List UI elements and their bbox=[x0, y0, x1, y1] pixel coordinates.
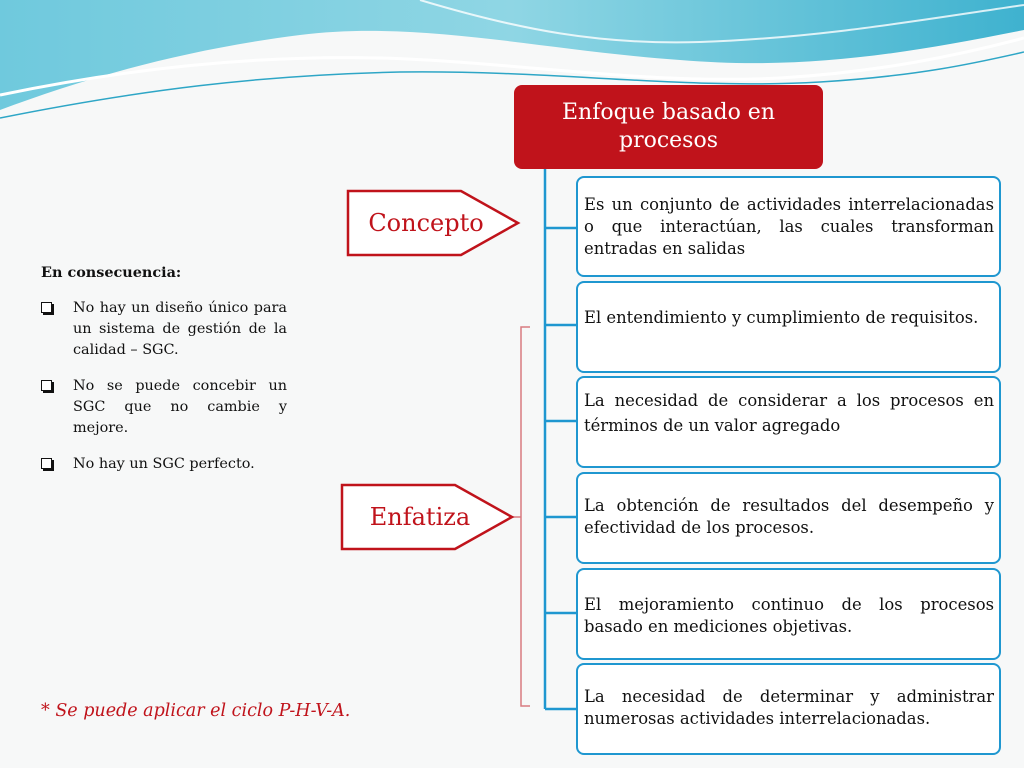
enfatiza-label bbox=[341, 484, 513, 550]
item-box-text: El mejoramiento continuo de los procesos basado en mediciones objetivas. bbox=[584, 595, 994, 636]
list-item-text: No hay un SGC perfecto. bbox=[73, 456, 255, 472]
enfatiza-label-text: Enfatiza bbox=[369, 503, 471, 531]
list-item-text: No se puede concebir un SGC que no cambie y mejore. bbox=[73, 378, 287, 436]
list-item bbox=[41, 298, 287, 361]
footnote: * Se puede aplicar el ciclo P-H-V-A. bbox=[41, 701, 351, 721]
root-node bbox=[514, 85, 823, 169]
item-box-text: El entendimiento y cumplimiento de requisitos. bbox=[584, 308, 979, 327]
item-box-actividades bbox=[576, 663, 1001, 755]
list-item-text: No hay un diseño único para un sistema de gestión de la calidad – SGC. bbox=[73, 300, 287, 358]
item-box-valor-agregado bbox=[576, 376, 1001, 468]
list-item bbox=[41, 376, 287, 439]
checkbox-bullet-icon bbox=[41, 458, 52, 469]
checkbox-bullet-icon bbox=[41, 302, 52, 313]
concepto-label-text: Concepto bbox=[368, 209, 484, 237]
item-box-text: La necesidad de determinar y administrar numerosas actividades interrelacionadas. bbox=[584, 687, 994, 728]
left-panel bbox=[41, 262, 287, 490]
item-box-text: La obtención de resultados del desempeño y efectividad de los procesos. bbox=[584, 496, 994, 537]
item-box-text: Es un conjunto de actividades interrelacionadas o que interactúan, las cuales transforman entradas en salidas bbox=[584, 194, 994, 258]
item-box-requisitos bbox=[576, 281, 1001, 373]
item-box-mejoramiento bbox=[576, 568, 1001, 660]
root-node-label: Enfoque basado en procesos bbox=[562, 100, 775, 153]
item-box-text: La necesidad de considerar a los procesos en términos de un valor agregado bbox=[584, 391, 994, 435]
item-box-resultados bbox=[576, 472, 1001, 564]
checkbox-bullet-icon bbox=[41, 380, 52, 391]
list-item bbox=[41, 454, 287, 475]
item-box-concepto bbox=[576, 176, 1001, 277]
left-panel-heading: En consecuencia: bbox=[41, 264, 182, 281]
concepto-label bbox=[347, 190, 519, 256]
consequence-list bbox=[41, 298, 287, 475]
